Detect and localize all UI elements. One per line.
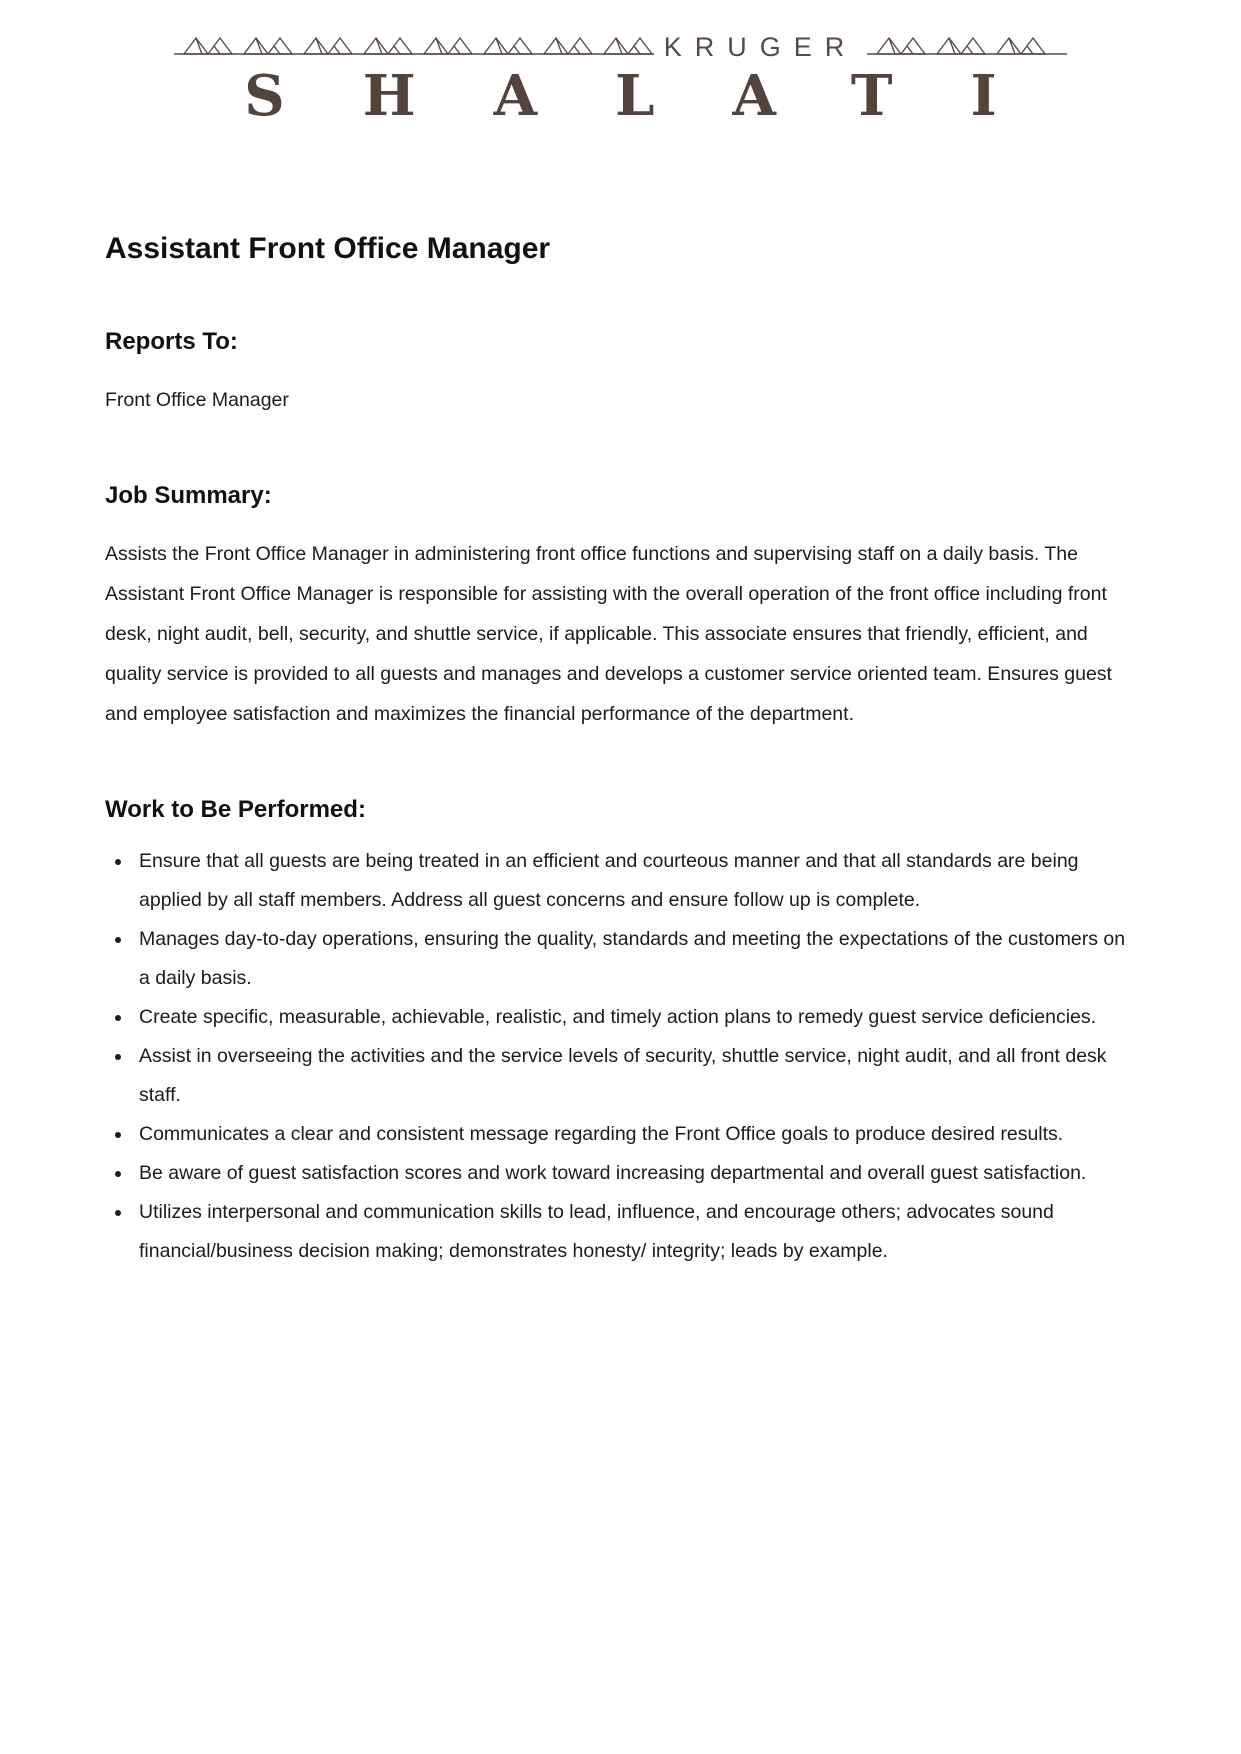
list-item: • Assist in overseeing the activities and the service levels of security, shuttle service, night audit, and all front desk staff. (133, 1037, 1136, 1115)
brand-kruger-wordmark: KRUGER (663, 32, 858, 62)
tribal-pattern-right-icon (867, 32, 1067, 58)
job-summary-paragraph: Assists the Front Office Manager in administering front office functions and supervising staff on a daily basis. The Assistant Front Office Manager is responsible for assisting with the overall operation of the front office including front desk, night audit, bell, security, and shuttle service, if applicable. This associate ensures that friendly, efficient, and quality service is provided to all guests and manages and develops a customer service oriented team. Ensures guest and employee satisfaction and maximizes the financial performance of the department. (105, 543, 1112, 725)
brand-shalati-wordmark: SHALATI (244, 63, 1075, 129)
page-title: Assistant Front Office Manager (105, 232, 551, 265)
tribal-pattern-left-icon (174, 32, 654, 58)
list-item: • Communicates a clear and consistent message regarding the Front Office goals to produce desired results. (133, 1115, 1136, 1154)
brand-logo (0, 0, 1241, 129)
reports-to-value: Front Office Manager (105, 389, 289, 411)
logo-top-row (0, 28, 1241, 62)
job-summary-heading: Job Summary: (105, 482, 272, 509)
reports-to-heading: Reports To: (105, 328, 238, 355)
list-item: • Utilizes interpersonal and communication skills to lead, influence, and encourage others; advocates sound financial/business decision making; demonstrates honesty/ integrity; leads by example. (133, 1193, 1136, 1271)
list-item: • Ensure that all guests are being treated in an efficient and courteous manner and that all standards are being applied by all staff members. Address all guest concerns and ensure follow up is complete. (133, 842, 1136, 920)
work-to-be-performed-heading: Work to Be Performed: (105, 796, 366, 823)
document-content (0, 232, 1241, 1271)
list-item: • Be aware of guest satisfaction scores and work toward increasing departmental and overall guest satisfaction. (133, 1154, 1136, 1193)
list-item: • Manages day-to-day operations, ensuring the quality, standards and meeting the expectations of the customers on a daily basis. (133, 920, 1136, 998)
work-to-be-performed-list (105, 842, 1136, 1271)
list-item: • Create specific, measurable, achievable, realistic, and timely action plans to remedy guest service deficiencies. (133, 998, 1136, 1037)
